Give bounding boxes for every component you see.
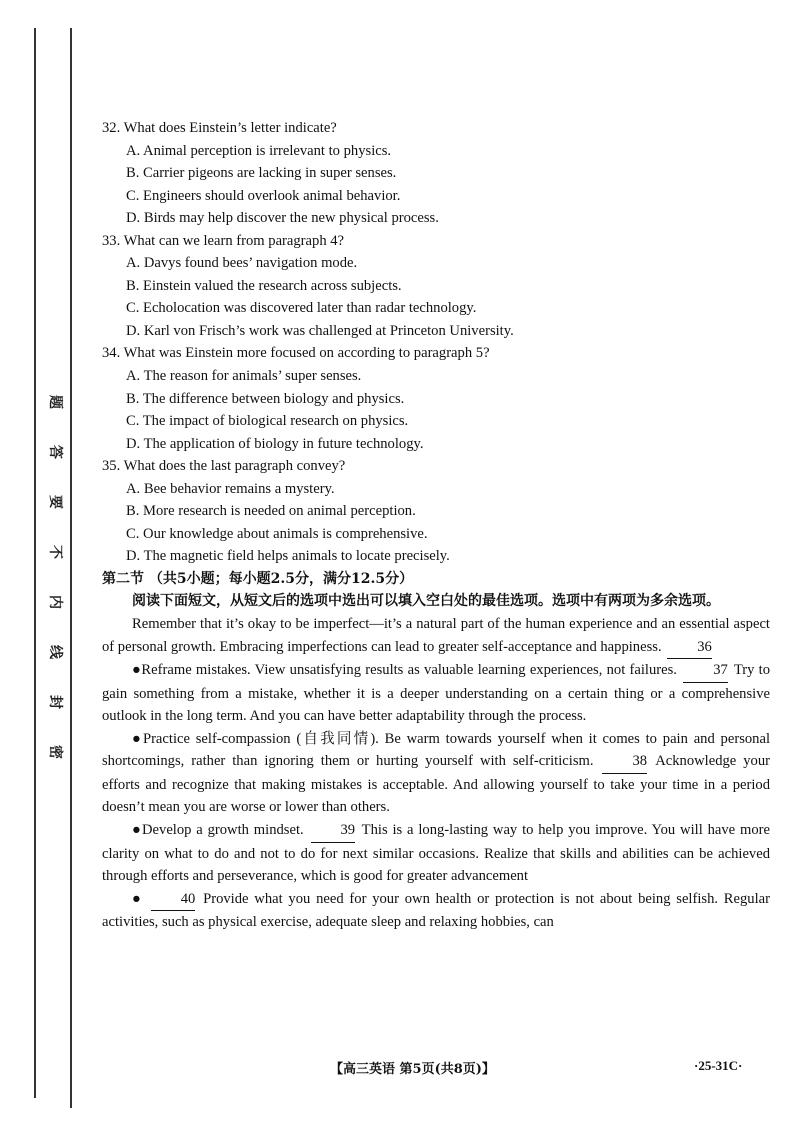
- passage-paragraph: [102, 888, 770, 934]
- option-b: B. Einstein valued the research across subjects.: [126, 277, 402, 294]
- passage-paragraph: [102, 613, 770, 659]
- passage-text: Try to gain something from a mistake, whether it is a deeper understanding on a certain thing or a comprehensive outlook in the long term. And you can have better adaptability through the process.: [102, 662, 771, 725]
- option-d: D. The magnetic field helps animals to locate precisely.: [126, 548, 450, 565]
- option-c: C. Echolocation was discovered later than radar technology.: [126, 300, 477, 317]
- seal-char: 封: [47, 695, 63, 709]
- footer-page-info: 【高三英语 第5页(共8页)】: [330, 1062, 495, 1077]
- passage-text: ●Practice self-compassion (自我同情). Be warm towards yourself when it comes to pain and personal shortcomings, rather than ignoring them or hurting yourself with self-criticism.: [102, 730, 770, 770]
- option-d: D. The application of biology in future technology.: [126, 435, 424, 452]
- question-stem: 33. What can we learn from paragraph 4?: [102, 232, 345, 249]
- seal-char: 不: [47, 545, 63, 559]
- blank-36[interactable]: 36: [667, 636, 712, 660]
- option-c: C. Engineers should overlook animal behavior.: [126, 187, 401, 204]
- blank-39[interactable]: 39: [311, 819, 356, 843]
- option-c: C. Our knowledge about animals is comprehensive.: [126, 525, 428, 542]
- option-a: A. The reason for animals’ super senses.: [126, 368, 362, 385]
- question-34: [102, 342, 770, 455]
- passage-paragraph: [102, 819, 770, 888]
- section-instruction: 阅读下面短文，从短文后的选项中选出可以填入空白处的最佳选项。选项中有两项为多余选项。: [132, 593, 720, 610]
- page-content: [102, 117, 770, 934]
- passage-text: Acknowledge your efforts and recognize that making mistakes is acceptable. And allowing yourself to take your time in a period doesn’t mean you are worse or lower than others.: [102, 753, 771, 816]
- option-a: A. Davys found bees’ navigation mode.: [126, 255, 358, 272]
- blank-37[interactable]: 37: [683, 659, 728, 683]
- binding-line-inner: [70, 28, 72, 1108]
- option-a: A. Animal perception is irrelevant to physics.: [126, 142, 392, 159]
- passage-paragraph: [102, 728, 770, 819]
- seal-char: 线: [47, 645, 63, 659]
- question-stem: 35. What does the last paragraph convey?: [102, 458, 346, 475]
- question-stem: 32. What does Einstein’s letter indicate?: [102, 120, 337, 136]
- option-c: C. The impact of biological research on physics.: [126, 413, 409, 430]
- seal-char: 密: [47, 745, 63, 759]
- passage-text: ●: [132, 890, 143, 907]
- option-d: D. Birds may help discover the new physical process.: [126, 210, 439, 227]
- question-32: [102, 117, 770, 230]
- seal-char: 要: [47, 495, 63, 509]
- passage-text: This is a long-lasting way to help you improve. You will have more clarity on what to do and not to do for next similar occasions. Realize that skills and abilities can be achieved through efforts and perseverance, which is good for greater advancement: [102, 821, 770, 885]
- passage-text: Provide what you need for your own health or protection is not about being selfish. Regular activities, such as physical exercise, adequate sleep and relaxing hobbies, can: [102, 890, 770, 931]
- option-a: A. Bee behavior remains a mystery.: [126, 480, 335, 497]
- question-stem: 34. What was Einstein more focused on according to paragraph 5?: [102, 345, 490, 362]
- passage-text: Remember that it’s okay to be imperfect—it’s a natural part of the human experience and an essential aspect of personal growth. Embracing imperfections can lead to greater self-acceptance and happiness.: [102, 616, 770, 655]
- option-b: B. Carrier pigeons are lacking in super senses.: [126, 165, 397, 182]
- blank-38[interactable]: 38: [602, 750, 647, 774]
- question-33: [102, 230, 770, 343]
- seal-char: 题: [47, 395, 63, 409]
- passage-paragraph: [102, 659, 770, 728]
- passage-text: ●Develop a growth mindset.: [132, 821, 304, 838]
- blank-40[interactable]: 40: [151, 888, 196, 912]
- option-b: B. More research is needed on animal perception.: [126, 503, 416, 520]
- seal-char: 内: [47, 595, 63, 609]
- seal-char: 答: [47, 445, 63, 459]
- passage-text: ●Reframe mistakes. View unsatisfying results as valuable learning experiences, not failures.: [132, 662, 677, 679]
- seal-line-warning: [42, 390, 66, 790]
- section-title: 第二节 （共5小题；每小题2.5分，满分12.5分）: [102, 570, 414, 587]
- option-b: B. The difference between biology and physics.: [126, 390, 405, 407]
- question-35: [102, 455, 770, 568]
- footer-code: ·25-31C·: [694, 1058, 743, 1073]
- option-d: D. Karl von Frisch’s work was challenged at Princeton University.: [126, 322, 514, 339]
- binding-line-outer: [34, 28, 36, 1098]
